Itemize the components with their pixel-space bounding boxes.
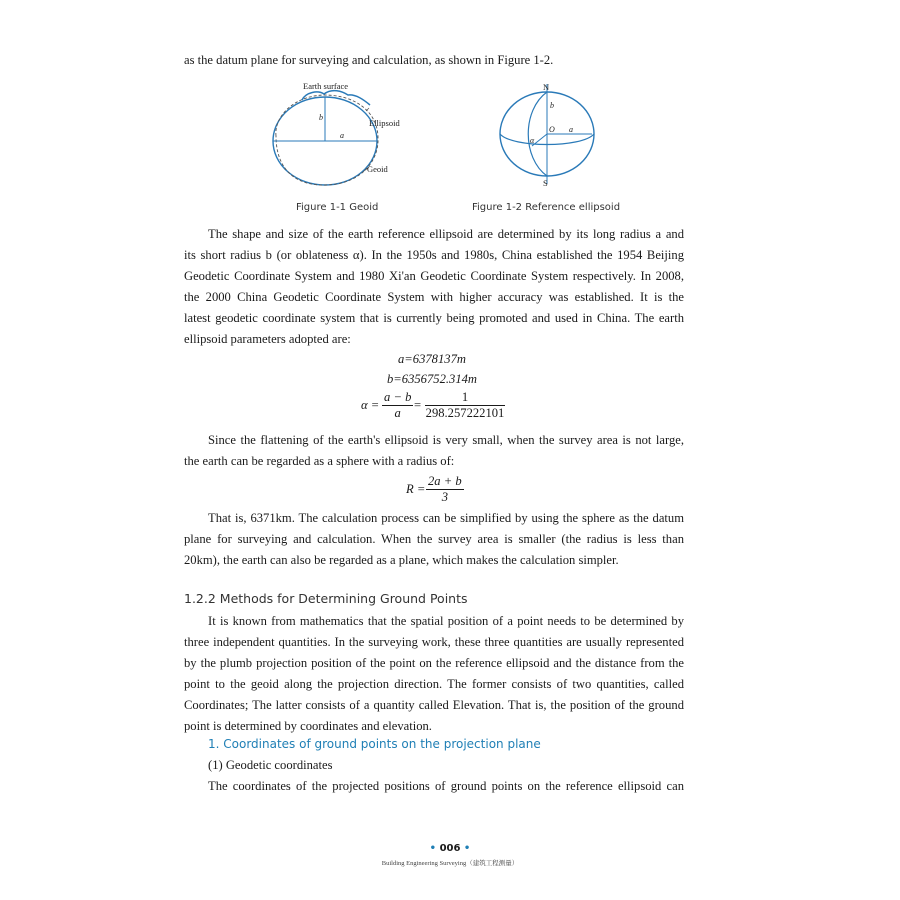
a-label: a [569,125,573,134]
alpha-label: α [530,136,535,145]
meridian-arc [528,92,547,176]
fraction-numerator: 1 [425,390,505,406]
text-line: latest geodetic coordinate system that is currently being promoted and used in China. The earth [184,311,684,325]
text-line: by the plumb projection position of the point on the reference ellipsoid and the distance from the [184,656,684,670]
text-line: The coordinates of the projected positions of ground points on the reference ellipsoid can [208,779,684,793]
subheading-projection-plane: 1. Coordinates of ground points on the projection plane [208,737,541,751]
equation-equals: = [414,398,422,412]
fraction-r [426,474,464,505]
geoid-label: Geoid [367,164,388,174]
fraction-numerator: 2a + b [428,474,462,488]
running-footer: Building Engineering Surveying（建筑工程测量） [381,860,519,867]
figure-2-caption: Figure 1-2 Reference ellipsoid [472,202,621,213]
text-line: three independent quantities. In the surveying work, these three quantities are usually represented [184,635,684,649]
text-line: The shape and size of the earth reference ellipsoid are determined by its long radius a and [208,227,684,241]
bullet-left: • [429,843,437,854]
figure-reference-ellipsoid [492,80,602,190]
b-label: b [550,101,554,110]
figure-geoid [262,78,422,193]
b-label: b [319,113,323,122]
south-label: S [543,178,548,188]
text-line: 20km), the earth can also be regarded as a plane, which makes the calculation simpler. [184,553,619,567]
text-line: Since the flattening of the earth's ellipsoid is very small, when the survey area is not large, [208,433,684,447]
fraction-alpha-1 [382,390,413,421]
page-number [0,843,900,854]
subheading-geodetic-coordinates: (1) Geodetic coordinates [208,758,333,772]
equation-b: b=6356752.314m [387,372,478,386]
fraction-denominator: 3 [441,490,448,504]
figure-1-caption: Figure 1-1 Geoid [296,202,379,213]
fraction-denominator: 298.257222101 [425,406,505,420]
equation-alpha-lhs: α = [361,398,380,412]
fraction-denominator: a [394,406,401,420]
text-line: Geodetic Coordinate System and 1980 Xi'an Geodetic Coordinate System respectively. In 2008, [184,269,684,283]
text-line: point to the geoid along the projection direction. The former consists of two quantities, called [184,677,684,691]
text-line: point is determined by coordinates and elevation. [184,719,432,733]
page-number-value: 006 [439,843,461,854]
section-heading: 1.2.2 Methods for Determining Ground Points [184,591,468,606]
a-label: a [340,131,344,140]
text-line: ellipsoid parameters adopted are: [184,332,351,346]
fraction-alpha-2 [425,390,505,421]
earth-surface-label: Earth surface [303,81,349,91]
text-line: Coordinates; The latter consists of a quantity called Elevation. That is, the position of the ground [184,698,684,712]
text-line: That is, 6371km. The calculation process can be simplified by using the sphere as the datum [208,511,684,525]
text-line: the earth can be regarded as a sphere with a radius of: [184,454,455,468]
origin-label: O [549,125,555,134]
equation-a: a=6378137m [398,352,466,366]
text-line: its short radius b (or oblateness α). In the 1950s and 1980s, China established the 1954 Beijing [184,248,684,262]
ellipsoid-label: Ellipsoid [369,118,400,128]
north-label: N [543,82,550,92]
text-line: It is known from mathematics that the spatial position of a point needs to be determined by [208,614,684,628]
text-line: the 2000 China Geodetic Coordinate System with higher accuracy was established. It is the [184,290,684,304]
equation-r-lhs: R = [406,482,426,496]
fraction-numerator: a − b [384,390,412,404]
intro-line: as the datum plane for surveying and calculation, as shown in Figure 1-2. [184,53,554,67]
text-line: plane for surveying and calculation. When the survey area is smaller (the radius is less than [184,532,684,546]
bullet-right: • [463,843,471,854]
